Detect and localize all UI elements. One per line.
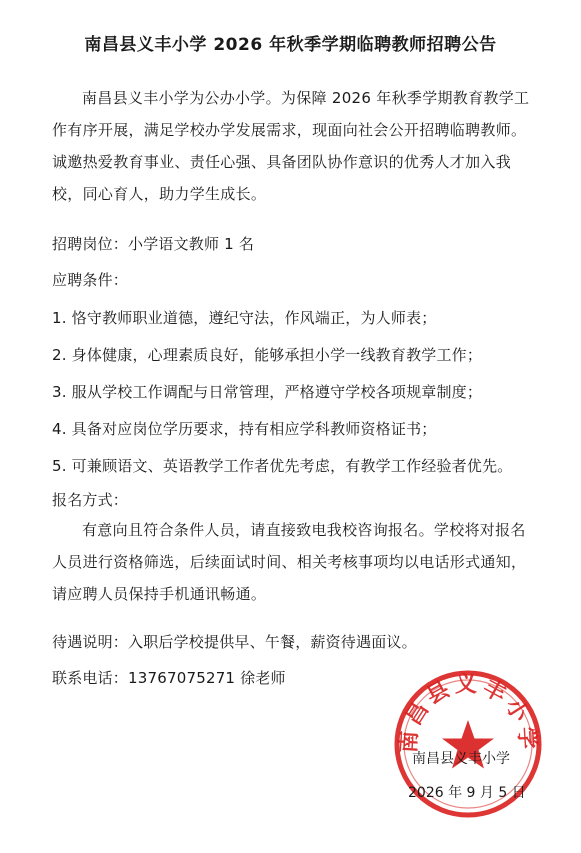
signature-date: 2026 年 9 月 5 日 [408,785,526,801]
position-line: 招聘岗位：小学语文教师 1 名 [52,235,255,253]
benefits-line: 待遇说明：入职后学校提供早、午餐，薪资待遇面议。 [52,633,417,651]
requirement-item: 3. 服从学校工作调配与日常管理，严格遵守学校各项规章制度； [52,383,483,401]
requirement-item: 5. 可兼顾语文、英语教学工作者优先考虑，有教学工作经验者优先。 [52,457,513,475]
contact-line: 联系电话：13767075271 徐老师 [52,669,286,687]
requirement-item: 1. 恪守教师职业道德，遵纪守法，作风端正，为人师表； [52,309,437,327]
requirement-item: 2. 身体健康，心理素质良好，能够承担小学一线教育教学工作； [52,346,483,364]
apply-paragraph: 有意向且符合条件人员，请直接致电我校咨询报名。学校将对报名人员进行资格筛选，后续面试时间、相关考核事项均以电话形式通知，请应聘人员保持手机通讯畅通。 [52,521,527,603]
requirement-item: 4. 具备对应岗位学历要求，持有相应学科教师资格证书； [52,420,437,438]
intro-paragraph: 南昌县义丰小学为公办小学。为保障 2026 年秋季学期教育教学工作有序开展，满足学校办学发展需求，现面向社会公开招聘临聘教师。诚邀热爱教育事业、责任心强、具备团队协作意识的优秀人才加入我校，同心育人，助力学生成长。 [52,89,530,203]
seal-text: 南昌县义丰小学 [396,672,540,754]
apply-heading: 报名方式： [52,491,129,509]
requirements-heading: 应聘条件： [52,271,129,289]
notice-title: 南昌县义丰小学 2026 年秋季学期临聘教师招聘公告 [84,35,497,55]
signature-school: 南昌县义丰小学 [412,751,510,767]
